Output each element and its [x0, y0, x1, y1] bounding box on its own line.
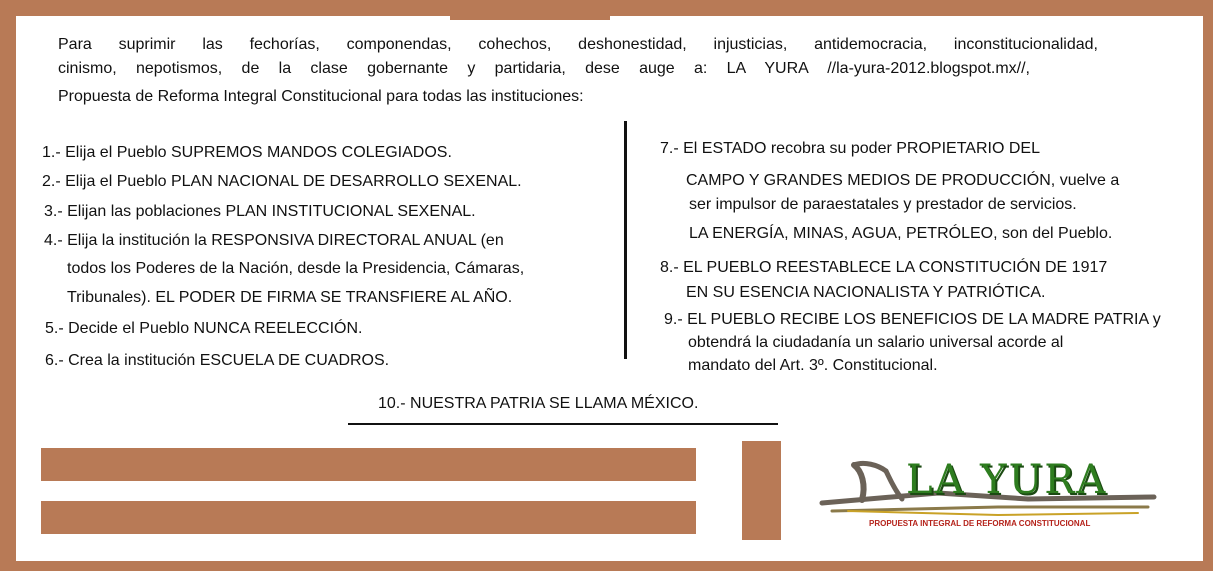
list-item: 4.- Elija la institución la RESPONSIVA DIRECTORAL ANUAL (en [44, 232, 504, 249]
la-yura-logo [818, 455, 1158, 535]
list-item: 1.- Elija el Pueblo SUPREMOS MANDOS COLEGIADOS. [42, 144, 452, 161]
logo-title: LA YURA [906, 457, 1108, 503]
closing-statement: 10.- NUESTRA PATRIA SE LLAMA MÉXICO. [378, 395, 699, 412]
intro-line-1: Para suprimir las fechorías, componendas, cohechos, deshonestidad, injusticias, antidemocracia, inconstitucionalidad, [58, 36, 1098, 53]
list-item: 7.- El ESTADO recobra su poder PROPIETARIO DEL [660, 140, 1040, 157]
list-item: 8.- EL PUEBLO REESTABLECE LA CONSTITUCIÓN DE 1917 [660, 259, 1108, 276]
intro-line-3: Propuesta de Reforma Integral Constitucional para todas las instituciones: [58, 88, 584, 105]
decorative-bar-bottom [41, 501, 696, 534]
list-item: 3.- Elijan las poblaciones PLAN INSTITUCIONAL SEXENAL. [44, 203, 476, 220]
list-item: 9.- EL PUEBLO RECIBE LOS BENEFICIOS DE LA MADRE PATRIA y [664, 311, 1161, 328]
list-item-continuation: Tribunales). EL PODER DE FIRMA SE TRANSFIERE AL AÑO. [67, 289, 513, 306]
intro-paragraph [58, 33, 1198, 109]
underline-rule [348, 423, 778, 425]
decorative-bar-top [41, 448, 696, 481]
list-item-continuation: obtendrá la ciudadanía un salario universal acorde al [688, 334, 1064, 351]
list-item: 6.- Crea la institución ESCUELA DE CUADROS. [45, 352, 390, 369]
frame-left [0, 0, 16, 571]
list-item: 2.- Elija el Pueblo PLAN NACIONAL DE DESARROLLO SEXENAL. [42, 173, 522, 190]
decorative-block [742, 441, 781, 540]
intro-line-2: cinismo, nepotismos, de la clase gobernante y partidaria, dese auge a: LA YURA //la-yura-2012.blogspot.mx//, [58, 60, 1030, 77]
list-item-continuation: todos los Poderes de la Nación, desde la Presidencia, Cámaras, [67, 260, 525, 277]
frame-notch [450, 14, 610, 20]
list-item-continuation: mandato del Art. 3º. Constitucional. [688, 357, 938, 374]
logo-subtitle: PROPUESTA INTEGRAL DE REFORMA CONSTITUCIONAL [869, 519, 1091, 528]
frame-right [1203, 0, 1213, 571]
column-divider [624, 121, 627, 359]
list-item-continuation: ser impulsor de paraestatales y prestador de servicios. [689, 196, 1077, 213]
frame-bottom [0, 561, 1213, 571]
list-item-continuation: CAMPO Y GRANDES MEDIOS DE PRODUCCIÓN, vuelve a [686, 172, 1120, 189]
list-item: 5.- Decide el Pueblo NUNCA REELECCIÓN. [45, 320, 363, 337]
list-item-continuation: LA ENERGÍA, MINAS, AGUA, PETRÓLEO, son del Pueblo. [689, 225, 1113, 242]
list-item-continuation: EN SU ESENCIA NACIONALISTA Y PATRIÓTICA. [686, 284, 1046, 301]
